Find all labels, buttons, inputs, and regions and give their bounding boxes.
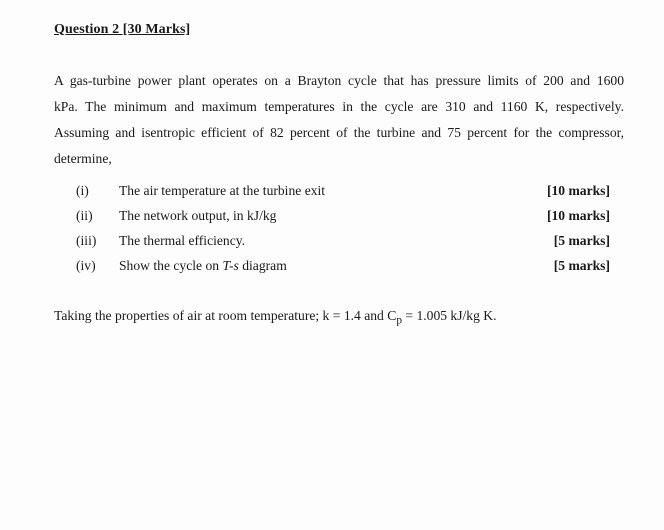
part-number: (ii) <box>76 208 93 223</box>
part-text-italic: T-s <box>222 258 239 273</box>
properties-prefix: Taking the properties of air at room temperature; k = 1.4 and C <box>54 308 397 323</box>
part-marks: [10 marks] <box>546 208 610 223</box>
part-text: The network output, in kJ/kg <box>119 208 277 223</box>
air-properties-note <box>54 306 497 331</box>
part-number: (iii) <box>76 233 97 248</box>
part-text-prefix: Show the cycle on <box>119 258 223 273</box>
part-marks: [10 marks] <box>546 183 610 198</box>
part-text-suffix: diagram <box>238 258 287 273</box>
part-text: The thermal efficiency. <box>119 233 246 248</box>
question-heading: Question 2 [30 Marks] <box>54 22 191 37</box>
properties-suffix: = 1.005 kJ/kg K. <box>401 308 497 323</box>
intro-line: kPa. The minimum and maximum temperatures in the cycle are 310 and 1160 K, respectively. <box>54 99 624 114</box>
question-intro <box>54 68 624 172</box>
question-part-ii <box>72 203 612 228</box>
question-part-i <box>72 178 612 203</box>
question-part-iii <box>72 228 612 253</box>
part-marks: [5 marks] <box>553 233 610 248</box>
intro-line: determine, <box>54 151 112 166</box>
part-marks: [5 marks] <box>553 258 610 273</box>
intro-line: Assuming and isentropic efficient of 82 percent of the turbine and 75 percent for the compressor, <box>54 125 624 140</box>
part-number: (i) <box>76 183 89 198</box>
intro-line: A gas-turbine power plant operates on a Brayton cycle that has pressure limits of 200 and 1600 <box>54 73 624 88</box>
part-number: (iv) <box>76 258 96 273</box>
part-text <box>119 253 287 278</box>
question-parts-list <box>72 178 612 278</box>
question-part-iv <box>72 253 612 278</box>
part-text: The air temperature at the turbine exit <box>119 183 326 198</box>
properties-subscript: p <box>396 314 402 327</box>
